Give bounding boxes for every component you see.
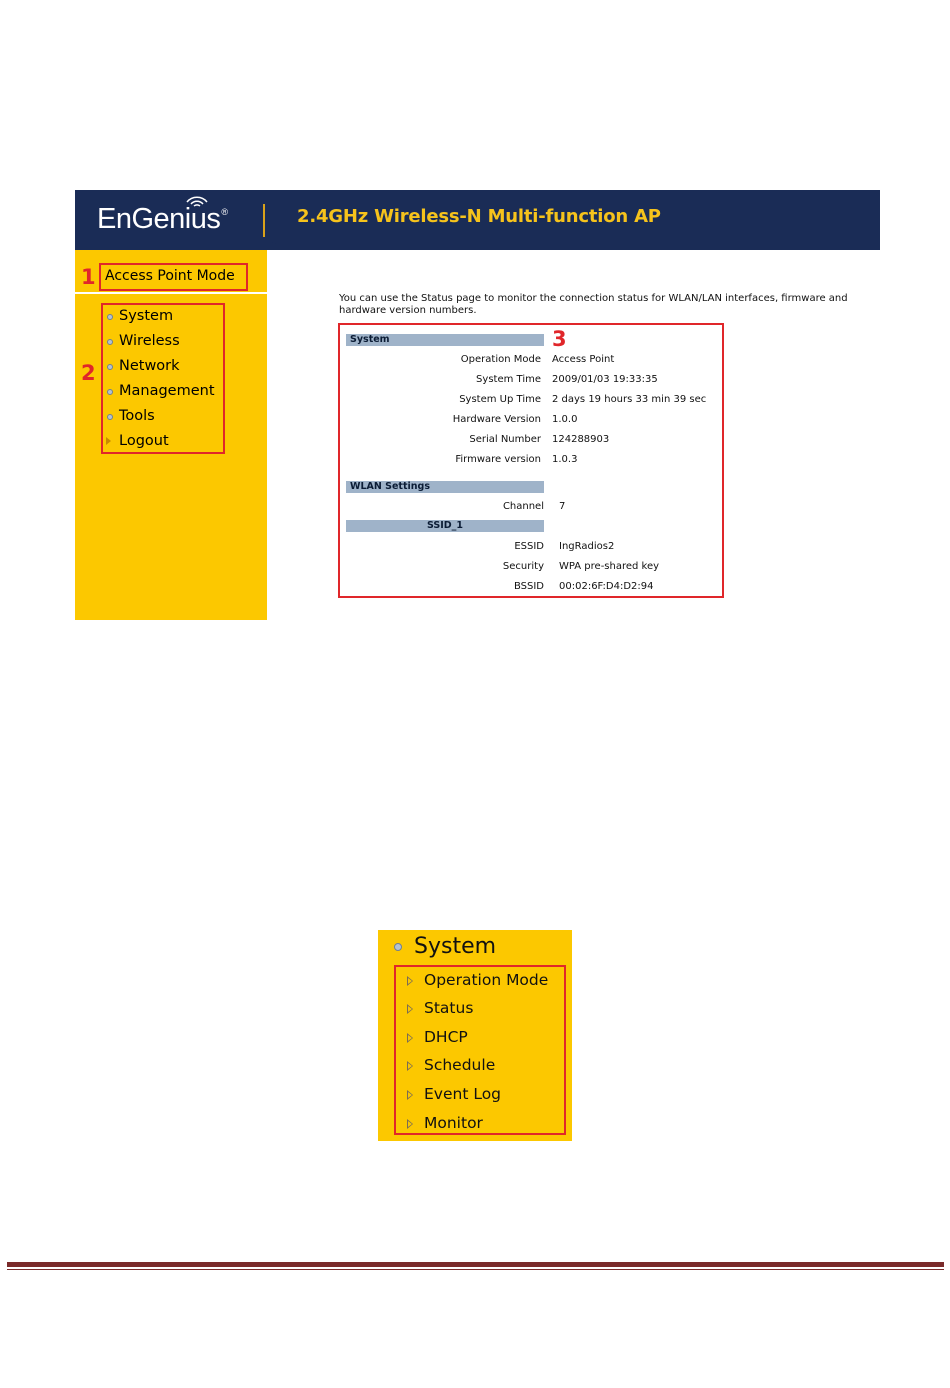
- triangle-icon: [407, 1090, 413, 1100]
- product-title: 2.4GHz Wireless-N Multi-function AP: [297, 206, 661, 227]
- system-up-time-value: 2 days 19 hours 33 min 39 sec: [552, 394, 707, 405]
- triangle-icon: [407, 1004, 413, 1014]
- hardware-version-value: 1.0.0: [552, 414, 578, 425]
- engenius-logo: EnGenius®: [97, 203, 228, 235]
- essid-label: ESSID: [514, 541, 544, 552]
- banner-divider: [263, 204, 265, 237]
- submenu-item-operation-mode[interactable]: Operation Mode: [424, 971, 548, 989]
- submenu-item-schedule[interactable]: Schedule: [424, 1056, 495, 1074]
- essid-value: IngRadios2: [559, 541, 615, 552]
- triangle-icon: [407, 1119, 413, 1129]
- wifi-icon: [184, 193, 210, 209]
- wlan-settings-header: WLAN Settings: [346, 481, 544, 493]
- security-label: Security: [502, 561, 544, 572]
- system-section-header: System: [346, 334, 544, 346]
- callout-number-1: 1: [81, 265, 96, 289]
- firmware-version-label: Firmware version: [455, 454, 541, 465]
- sidebar-item-network[interactable]: Network: [119, 358, 180, 374]
- system-menu-title[interactable]: System: [414, 934, 497, 959]
- serial-number-label: Serial Number: [469, 434, 541, 445]
- sidebar-item-logout[interactable]: Logout: [119, 433, 169, 449]
- footer-rule: [7, 1262, 944, 1267]
- sidebar-divider: [75, 292, 267, 294]
- firmware-version-value: 1.0.3: [552, 454, 578, 465]
- bssid-label: BSSID: [513, 581, 544, 592]
- system-up-time-label: System Up Time: [459, 394, 541, 405]
- callout-box-menu: [101, 303, 225, 454]
- callout-number-3: 3: [552, 327, 567, 351]
- sidebar-item-management[interactable]: Management: [119, 383, 215, 399]
- operation-mode-value: Access Point: [552, 354, 615, 365]
- submenu-item-monitor[interactable]: Monitor: [424, 1114, 483, 1132]
- callout-box-submenu: [394, 965, 566, 1135]
- serial-number-value: 124288903: [552, 434, 610, 445]
- status-intro-text: You can use the Status page to monitor the connection status for WLAN/LAN interfaces, firmware and hardware version numbers.: [339, 293, 848, 316]
- system-submenu-screenshot: [378, 930, 572, 1141]
- banner-curve: [75, 240, 880, 250]
- bssid-value: 00:02:6F:D4:D2:94: [559, 581, 654, 592]
- access-point-mode-label: Access Point Mode: [105, 268, 235, 284]
- submenu-item-event-log[interactable]: Event Log: [424, 1085, 501, 1103]
- channel-label: Channel: [502, 501, 544, 512]
- triangle-icon: [407, 976, 413, 986]
- callout-number-2: 2: [81, 361, 96, 385]
- footer-rule-thin: [7, 1269, 944, 1270]
- submenu-item-status[interactable]: Status: [424, 999, 473, 1017]
- ssid-section-header: SSID_1: [346, 520, 544, 532]
- operation-mode-label: Operation Mode: [460, 354, 541, 365]
- submenu-item-dhcp[interactable]: DHCP: [424, 1028, 468, 1046]
- system-time-value: 2009/01/03 19:33:35: [552, 374, 658, 385]
- triangle-icon: [407, 1061, 413, 1071]
- sidebar-item-system[interactable]: System: [119, 308, 173, 324]
- security-value: WPA pre-shared key: [559, 561, 660, 572]
- triangle-icon: [407, 1033, 413, 1043]
- hardware-version-label: Hardware Version: [452, 414, 541, 425]
- router-status-screenshot: [75, 190, 880, 620]
- sidebar-item-wireless[interactable]: Wireless: [119, 333, 180, 349]
- sidebar-item-tools[interactable]: Tools: [119, 408, 155, 424]
- callout-box-mode: [99, 263, 248, 291]
- channel-value: 7: [559, 501, 566, 512]
- bullet-icon: [394, 943, 402, 951]
- system-time-label: System Time: [476, 374, 541, 385]
